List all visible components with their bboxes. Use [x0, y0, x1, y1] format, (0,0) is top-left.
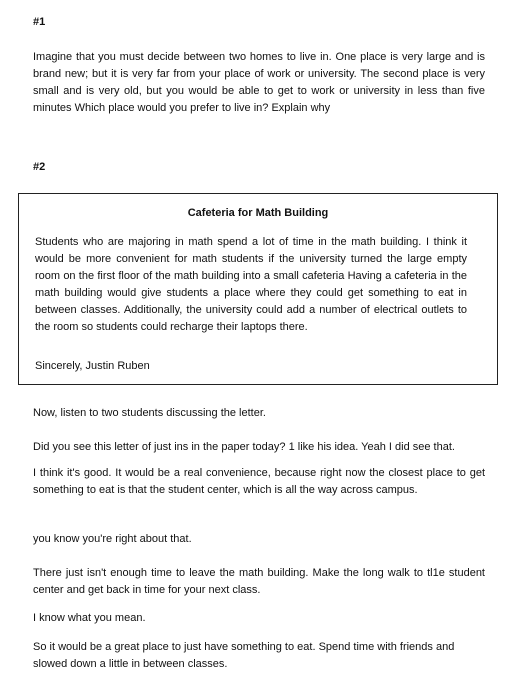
letter-title: Cafeteria for Math Building — [187, 207, 329, 219]
dialogue-line-4: There just isn't enough time to leave the math building. Make the long walk to tl1e student center and get back in time for your next class. — [33, 567, 485, 596]
dialogue-line-2: I think it's good. It would be a real convenience, because right now the closest place to get something to eat is that the student center, which is all the way across campus. — [33, 467, 485, 496]
dialogue-line-1: Did you see this letter of just ins in the paper today? 1 like his idea. Yeah I did see that. — [33, 441, 455, 453]
dialogue-line-3: you know you're right about that. — [33, 533, 192, 545]
letter-body: Students who are majoring in math spend a lot of time in the math building. I think it would be more convenient for math students if the university turned the large empty room on the first floor of the math building into a small cafeteria Having a cafeteria in the math building would give students a place where they could get something to eat in between classes. Additionally, the university could add a number of electrical outlets to the room so students could recharge their laptops there. — [35, 236, 467, 333]
letter-signature: Sincerely, Justin Ruben — [35, 360, 150, 372]
dialogue-line-5: I know what you mean. — [33, 612, 146, 624]
dialogue-line-6: So it would be a great place to just have something to eat. Spend time with friends and slowed down a little in between classes. — [33, 641, 455, 670]
letter-box — [18, 193, 498, 385]
section-number-1: #1 — [33, 16, 46, 28]
section-number-2: #2 — [33, 161, 46, 173]
task-prompt: Imagine that you must decide between two homes to live in. One place is very large and is brand new; but it is very far from your place of work or university. The second place is very small and is very old, but you would be able to get to work or university in less than five minutes Which place would you prefer to live in? Explain why — [33, 51, 485, 114]
listening-intro: Now, listen to two students discussing the letter. — [33, 407, 266, 419]
